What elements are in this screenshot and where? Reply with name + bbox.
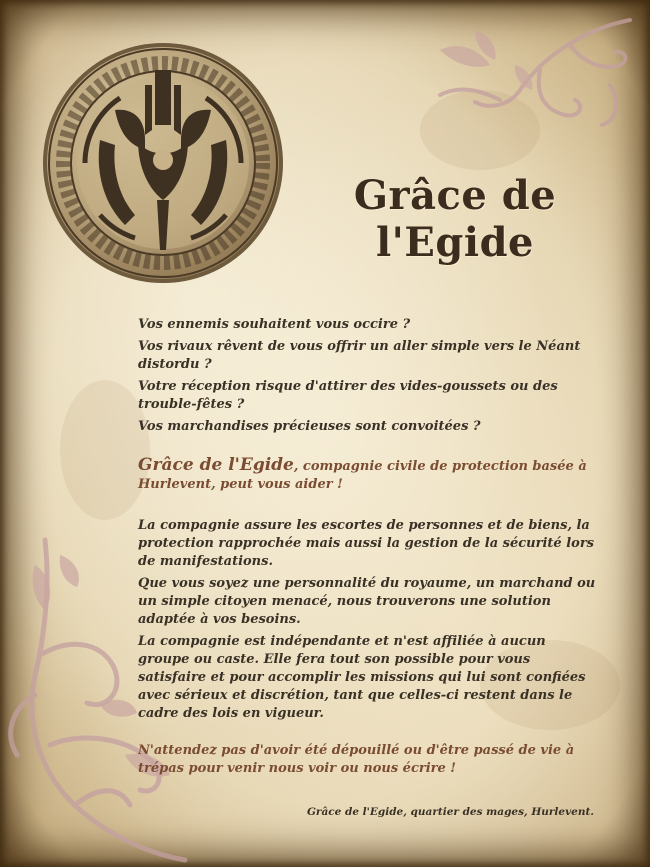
question-line: Vos ennemis souhaitent vous occire ? [138,317,411,332]
page-title: Grâce de l'Egide [353,172,557,266]
question-line: Votre réception risque d'attirer des vides-goussets ou des trouble-fêtes ? [138,379,558,412]
closing-text: N'attendez pas d'avoir été dépouillé ou d'être passé de vie à trépas pour venir nous voir ou nous écrire ! [138,743,575,776]
intro-paragraph [138,456,598,498]
detail-paragraph: Que vous soyez une personnalité du royaume, un marchand ou un simple citoyen menacé, nous trouverons une solution adaptée à vos besoins. [138,576,596,627]
detail-paragraph: La compagnie est indépendante et n'est affiliée à aucun groupe ou caste. Elle fera tout son possible pour vous satisfaire et pour accomplir les missions qui lui sont confiées avec sérieux et discrétion, tant que celles-ci restent dans le cadre des lois en vigueur. [138,634,586,721]
question-line: Vos rivaux rêvent de vous offrir un aller simple vers le Néant distordu ? [138,339,581,372]
closing-paragraph [138,742,598,782]
detail-paragraph: La compagnie assure les escortes de personnes et de biens, la protection rapprochée mais aussi la gestion de la sécurité lors de manifestations. [138,518,594,569]
stain [60,380,150,520]
footer-address: Grâce de l'Egide, quartier des mages, Hurlevent. [306,806,594,818]
questions-section [138,316,598,440]
guild-crest-icon [40,40,286,286]
intro-text: , compagnie civile de protection basée à Hurlevent, peut vous aider ! [138,459,587,492]
floral-ornament-top-right [420,10,640,140]
question-line: Vos marchandises précieuses sont convoitées ? [138,419,481,434]
details-section [138,517,598,727]
company-name: Grâce de l'Egide [138,455,294,475]
